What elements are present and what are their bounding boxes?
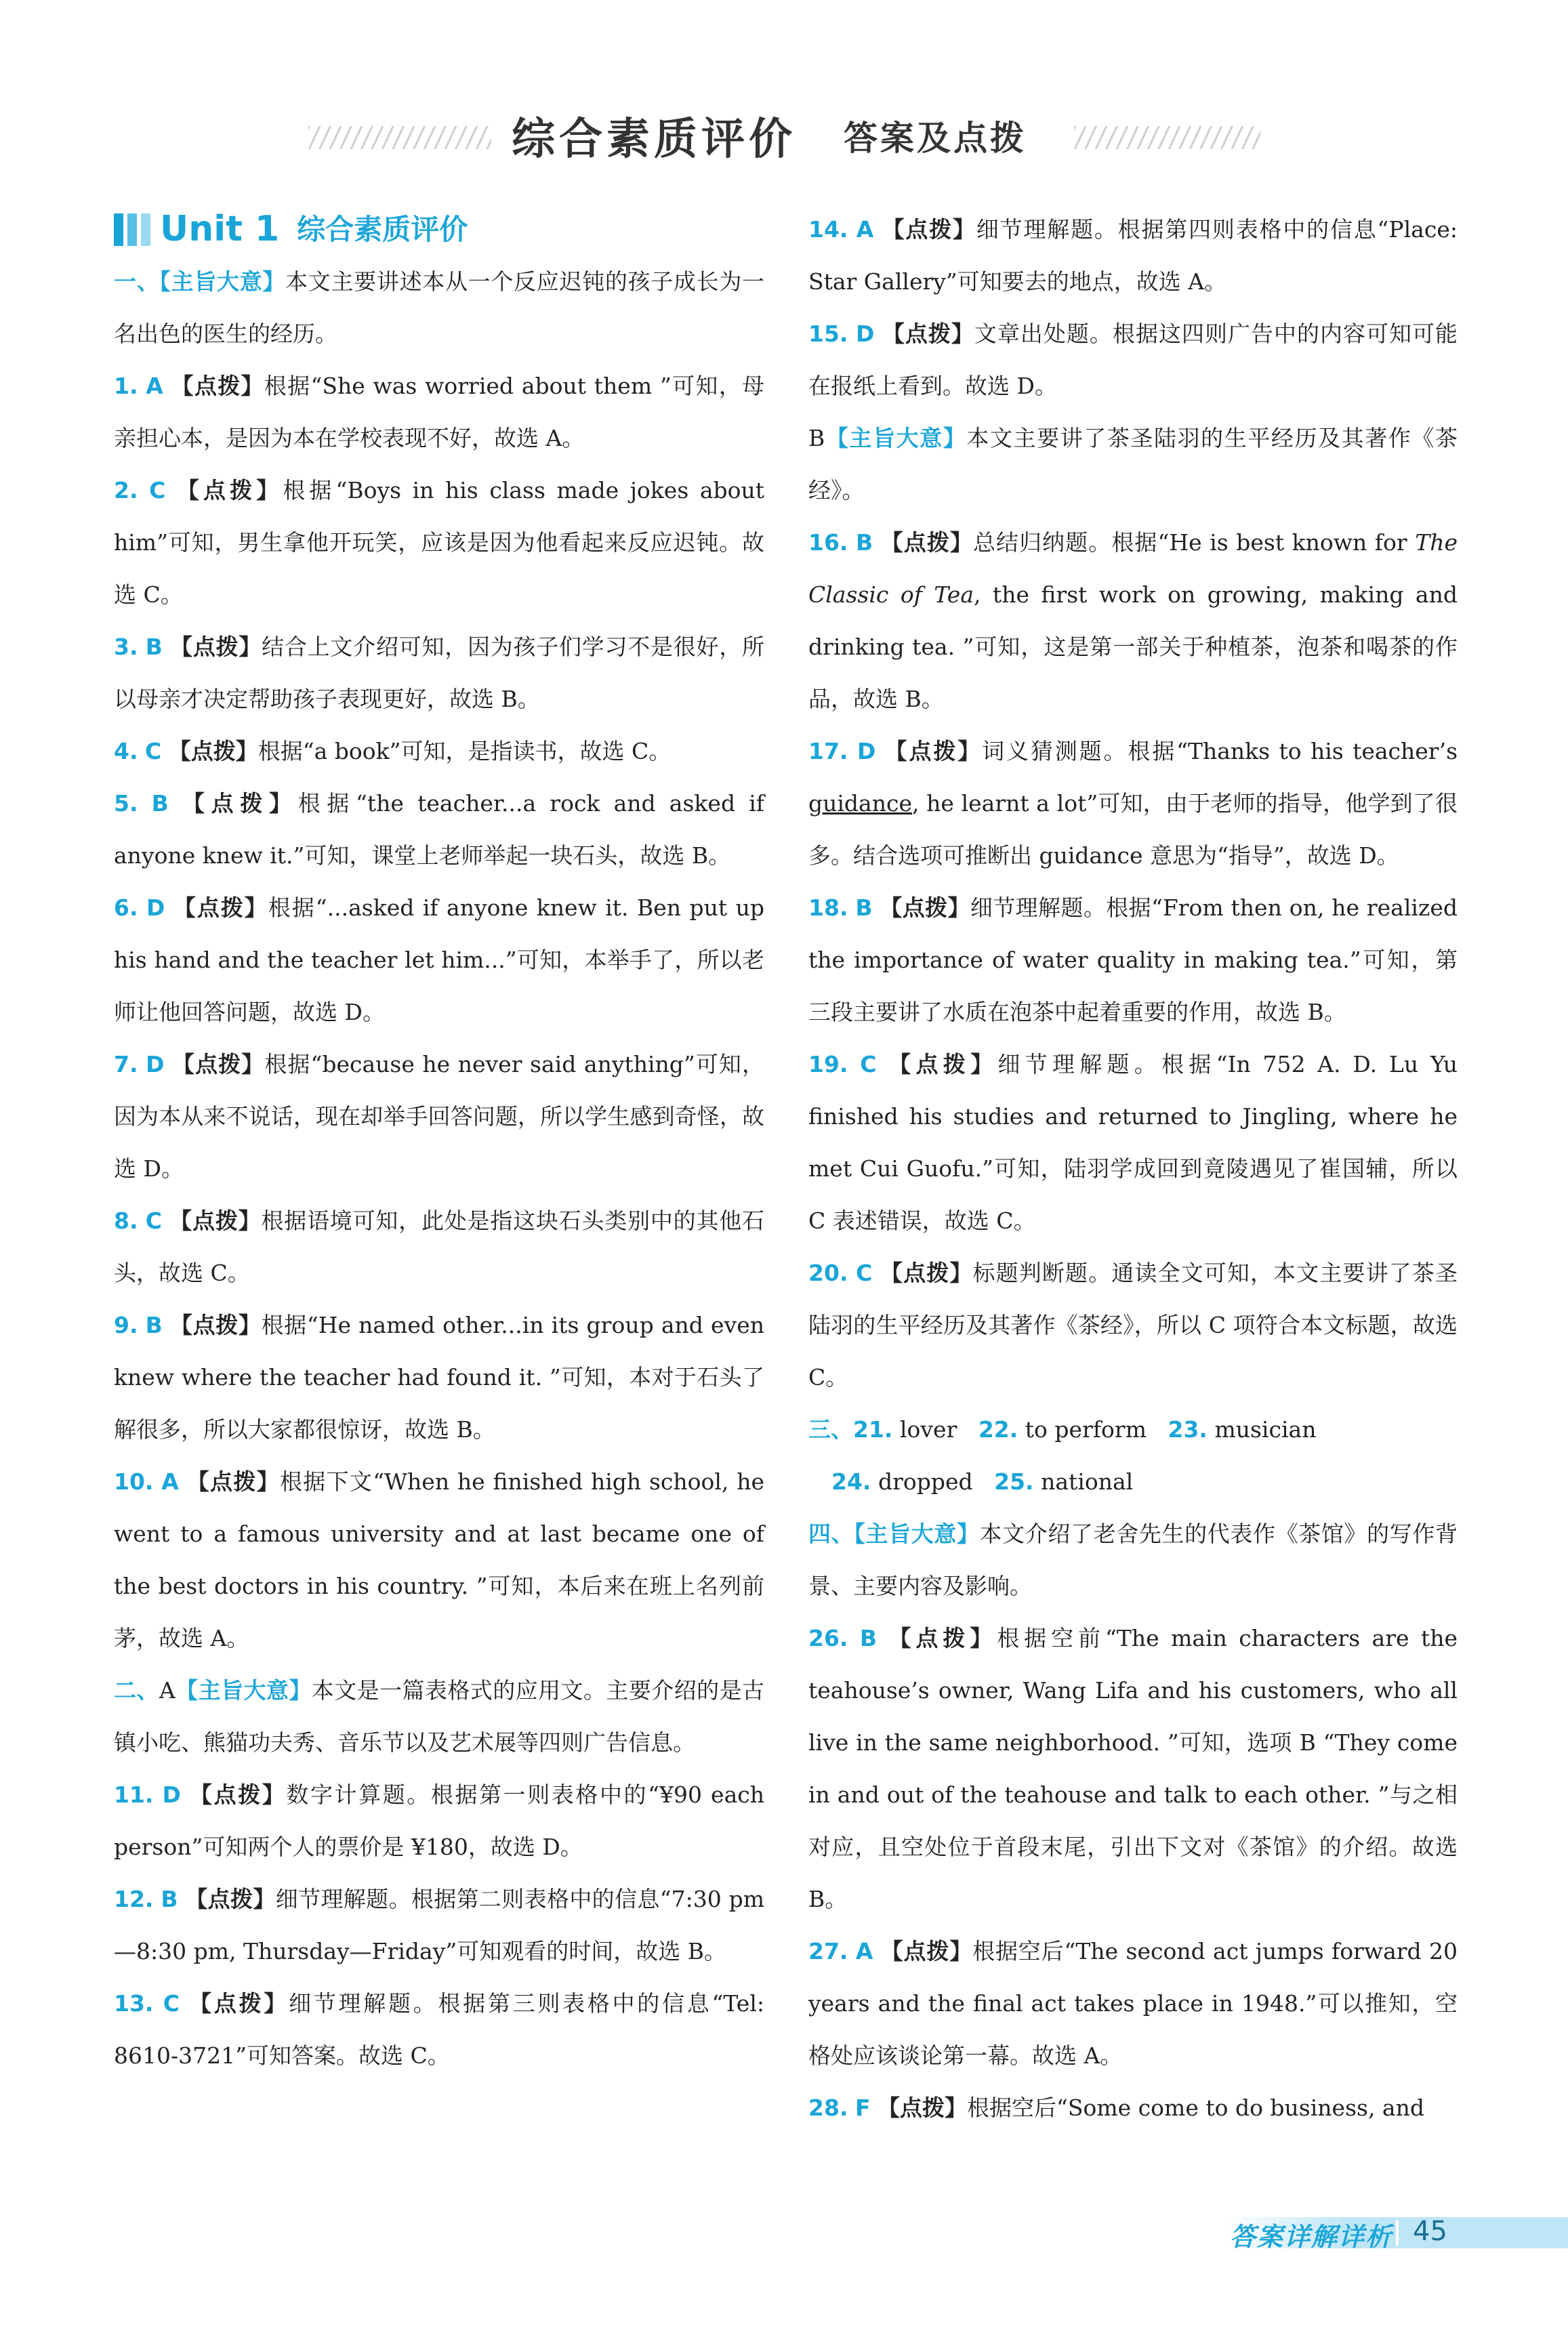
- page-number: 45: [1413, 2216, 1447, 2247]
- section-4-summary: [808, 1508, 1458, 1612]
- question-number: 5.: [114, 790, 138, 817]
- section-label: 二、: [114, 1677, 159, 1704]
- tip-tag: 【点拨】: [185, 1886, 276, 1912]
- answer-letter: C: [856, 1260, 873, 1286]
- question-number: 17.: [808, 738, 848, 764]
- answer-item: [114, 1456, 764, 1664]
- question-number: 26.: [808, 1625, 848, 1651]
- tip-tag: 【点拨】: [880, 894, 970, 921]
- question-number: 7.: [114, 1051, 138, 1077]
- main-idea-tag: 【主旨大意】: [159, 268, 286, 295]
- section-label: 四、: [808, 1521, 854, 1547]
- answer-item: [114, 1873, 764, 1977]
- tip-tag: 【点拨】: [882, 216, 976, 243]
- answer-item: [808, 203, 1458, 308]
- answer-letter: C: [149, 477, 166, 503]
- answer-letter: B: [145, 1312, 163, 1338]
- answer-text: 细节理解题。根据“In 752 A. D. Lu Yu finished his studies and returned to Jingling, where he met Cui Guofu.”可知，陆羽学成回到竟陵遇见了崔国辅，所以 C 表述错误，故选 C。: [808, 1051, 1458, 1234]
- section-label: 一、: [114, 268, 160, 295]
- tip-tag: 【点拨】: [190, 1781, 287, 1808]
- answer-letter: C: [145, 1208, 162, 1234]
- answer-text: 结合上文介绍可知，因为孩子们学习不是很好，所以母亲才决定帮助孩子表现更好，故选 B。: [114, 634, 764, 712]
- section-1-summary: [114, 255, 764, 360]
- answer-text: 根据“the teacher...a rock and asked if anyone knew it.”可知，课堂上老师举起一块石头，故选 B。: [114, 790, 765, 869]
- answer-letter: D: [855, 321, 875, 347]
- answer-letter: B: [161, 1886, 178, 1912]
- question-number: 20.: [808, 1260, 848, 1286]
- unit-heading: [114, 203, 764, 255]
- answer-text: musician: [1214, 1416, 1317, 1443]
- question-number: 6.: [114, 894, 138, 921]
- answer-item: [114, 1769, 764, 1873]
- part-label: A: [159, 1677, 176, 1704]
- answer-item: [808, 1247, 1458, 1403]
- answer-text: 细节理解题。根据“From then on, he realized the importance of water quality in making tea.”可知，第三段主要讲了水质在泡茶中起着重要的作用，故选 B。: [808, 894, 1458, 1025]
- answer-item: [808, 308, 1458, 412]
- question-number: 24.: [831, 1468, 871, 1495]
- answer-text: to perform: [1025, 1416, 1147, 1443]
- answer-text: 根据“a book”可知，是指读书，故选 C。: [257, 738, 672, 764]
- underlined-word: guidance: [808, 790, 912, 817]
- question-number: 12.: [114, 1886, 154, 1912]
- answer-item: [808, 2082, 1458, 2134]
- tip-tag: 【点拨】: [884, 738, 983, 764]
- answer-text: 数字计算题。根据第一则表格中的“¥90 each person”可知两个人的票价是 ¥180，故选 D。: [114, 1781, 764, 1860]
- question-number: 16.: [808, 529, 848, 556]
- question-number: 23.: [1168, 1416, 1208, 1443]
- header-hatch-right: [1074, 126, 1260, 149]
- answer-text: 根据语境可知，此处是指这块石头类别中的其他石头，故选 C。: [114, 1208, 764, 1286]
- left-column: [114, 203, 764, 2082]
- book-title: The Classic of Tea: [808, 529, 1458, 608]
- question-number: 9.: [114, 1312, 138, 1338]
- question-number: 25.: [994, 1468, 1034, 1495]
- section-b-summary: [808, 412, 1458, 516]
- question-number: 18.: [808, 894, 848, 921]
- tip-tag: 【点拨】: [189, 1990, 289, 2017]
- answer-item: [114, 882, 764, 1038]
- summary-text: 本文主要讲述本从一个反应迟钝的孩子成长为一名出色的医生的经历。: [114, 268, 765, 347]
- main-idea-tag: 【主旨大意】: [854, 1521, 980, 1547]
- answer-letter: F: [854, 2095, 871, 2121]
- footer-label: 答案详解详析: [1230, 2222, 1393, 2252]
- answer-text: lover: [899, 1416, 957, 1443]
- answer-text: 根据“He named other...in its group and even knew where the teacher had found it. ”可知，本对于石头了解很多，所以大家都很惊讶，故选 B。: [114, 1312, 764, 1443]
- question-number: 11.: [114, 1781, 154, 1808]
- answer-text: 根据“...asked if anyone knew it. Ben put up his hand and the teacher let him...”可知，本举手了，所以老师让他回答问题，故选 D。: [114, 894, 765, 1025]
- answer-text: , the first work on growing, making and drinking tea. ”可知，这是第一部关于种植茶，泡茶和喝茶的作品，故选 B。: [808, 581, 1458, 712]
- summary-text: 本文主要讲了茶圣陆羽的生平经历及其著作《茶经》。: [808, 425, 1458, 503]
- question-number: 2.: [114, 477, 138, 503]
- tip-tag: 【点拨】: [172, 1051, 265, 1077]
- question-number: 13.: [114, 1990, 154, 2017]
- page-header: [0, 102, 1568, 176]
- answer-text: 根据下文“When he finished high school, he went to a famous university and at last became one of the best doctors in his country. ”可知，本后来在班上名列前茅，故选 A。: [114, 1468, 765, 1651]
- answer-item: [114, 464, 764, 621]
- answer-item: [114, 1195, 764, 1299]
- tip-tag: 【点拨】: [176, 477, 283, 503]
- tip-tag: 【点拨】: [888, 1051, 998, 1077]
- answer-text: 细节理解题。根据第二则表格中的信息“7:30 pm—8:30 pm, Thursday—Friday”可知观看的时间，故选 B。: [114, 1886, 764, 1964]
- tip-tag: 【点拨】: [182, 790, 298, 817]
- answer-letter: D: [162, 1781, 181, 1808]
- answer-text: , he learnt a lot”可知，由于老师的指导，他学到了很多。结合选项可推断出 guidance 意思为“指导”，故选 D。: [808, 790, 1458, 869]
- question-number: 27.: [808, 1938, 848, 1964]
- tip-tag: 【点拨】: [880, 529, 973, 556]
- answer-item: [114, 1038, 764, 1195]
- tip-tag: 【点拨】: [880, 1260, 973, 1286]
- question-number: 15.: [808, 321, 848, 347]
- answer-letter: B: [859, 1625, 878, 1651]
- answer-letter: A: [855, 1938, 873, 1964]
- answer-text: 根据“because he never said anything”可知，因为本从来不说话，现在却举手回答问题，所以学生感到奇怪，故选 D。: [114, 1051, 764, 1182]
- tip-tag: 【点拨】: [878, 2095, 968, 2121]
- answer-item: [114, 1977, 764, 2082]
- answer-letter: B: [856, 529, 873, 556]
- answer-item: [114, 1299, 764, 1456]
- answer-letter: D: [857, 738, 876, 764]
- answer-text: 标题判断题。通读全文可知，本文主要讲了茶圣陆羽的生平经历及其著作《茶经》，所以 C 项符合本文标题，故选 C。: [808, 1260, 1458, 1390]
- answer-letter: D: [146, 894, 165, 921]
- answer-letter: C: [860, 1051, 877, 1077]
- tip-tag: 【点拨】: [882, 321, 974, 347]
- answer-item: [808, 1925, 1458, 2082]
- section-label: 三、: [808, 1416, 853, 1443]
- right-column: [808, 203, 1458, 2134]
- section-3-answers-cont: [808, 1456, 1458, 1508]
- summary-text: 本文是一篇表格式的应用文。主要介绍的是古镇小吃、熊猫功夫秀、音乐节以及艺术展等四则广告信息。: [114, 1677, 765, 1756]
- answer-letter: C: [145, 738, 162, 764]
- page-subtitle: 答案及点拨: [844, 119, 1027, 158]
- tip-tag: 【点拨】: [169, 1208, 262, 1234]
- answer-text: 根据“She was worried about them ”可知，母亲担心本，是因为本在学校表现不好，故选 A。: [114, 373, 765, 451]
- footer-divider: [1396, 2220, 1399, 2246]
- question-number: 10.: [114, 1468, 154, 1495]
- answer-item: [114, 725, 764, 777]
- answer-letter: A: [856, 216, 874, 243]
- answer-text: dropped: [878, 1468, 973, 1495]
- answer-item: [114, 360, 764, 464]
- answer-item: [808, 516, 1458, 725]
- answer-letter: A: [161, 1468, 179, 1495]
- tip-tag: 【点拨】: [168, 738, 258, 764]
- summary-text: 本文介绍了老舍先生的代表作《茶馆》的写作背景、主要内容及影响。: [808, 1521, 1458, 1599]
- question-number: 1.: [114, 373, 138, 399]
- answer-item: [808, 882, 1458, 1038]
- section-3-answers: [808, 1403, 1458, 1456]
- unit-subtitle: 综合素质评价: [297, 213, 468, 246]
- answer-text: 根据空前“The main characters are the teahouse’s owner, Wang Lifa and his customers, who all live in the same neighborhood. ”可知，选项 B “They come in and out of the teahouse and talk to each other. ”与之相对应，且空处位于首段末尾，引出下文对《茶馆》的介绍。故选 B。: [808, 1625, 1458, 1912]
- answer-text: 根据空后“Some come to do business, and: [967, 2095, 1424, 2121]
- page-title: 综合素质评价: [512, 115, 796, 165]
- tip-tag: 【点拨】: [888, 1625, 997, 1651]
- question-number: 21.: [853, 1416, 893, 1443]
- question-number: 19.: [808, 1051, 848, 1077]
- answer-letter: D: [146, 1051, 165, 1077]
- answer-text: 总结归纳题。根据“He is best known for: [973, 529, 1416, 556]
- tip-tag: 【点拨】: [186, 1468, 280, 1495]
- answer-text: 根据空后“The second act jumps forward 20 years and the final act takes place in 1948.”可以推知，空格处应该谈论第一幕。故选 A。: [808, 1938, 1458, 2069]
- tip-tag: 【点拨】: [171, 373, 264, 399]
- part-label: B: [808, 425, 825, 451]
- question-number: 3.: [114, 634, 138, 660]
- unit-bars-icon: [114, 213, 150, 246]
- answer-letter: B: [145, 634, 163, 660]
- answer-item: [808, 725, 1458, 882]
- answer-text: 细节理解题。根据第四则表格中的信息“Place: Star Gallery”可知要去的地点，故选 A。: [808, 216, 1458, 295]
- question-number: 8.: [114, 1208, 138, 1234]
- answer-text: 文章出处题。根据这四则广告中的内容可知可能在报纸上看到。故选 D。: [808, 321, 1458, 399]
- answer-item: [114, 621, 764, 725]
- answer-text: national: [1041, 1468, 1134, 1495]
- answer-item: [808, 1038, 1458, 1247]
- unit-name: Unit 1: [160, 209, 280, 249]
- tip-tag: 【点拨】: [880, 1938, 973, 1964]
- main-idea-tag: 【主旨大意】: [825, 425, 967, 451]
- main-idea-tag: 【主旨大意】: [175, 1677, 312, 1704]
- answer-letter: A: [146, 373, 163, 399]
- header-hatch-left: [308, 126, 491, 149]
- answer-letter: C: [163, 1990, 180, 2017]
- question-number: 4.: [114, 738, 138, 764]
- answer-item: [808, 1612, 1458, 1925]
- tip-tag: 【点拨】: [173, 894, 268, 921]
- answer-item: [114, 777, 764, 882]
- answer-letter: B: [855, 894, 873, 921]
- answer-text: 细节理解题。根据第三则表格中的信息“Tel: 8610-3721”可知答案。故选 C。: [114, 1990, 765, 2069]
- answer-text: 根据“Boys in his class made jokes about him”可知，男生拿他开玩笑，应该是因为他看起来反应迟钝。故选 C。: [114, 477, 765, 608]
- tip-tag: 【点拨】: [170, 634, 262, 660]
- answer-text: 词义猜测题。根据“Thanks to his teacher’s: [982, 738, 1458, 764]
- question-number: 14.: [808, 216, 848, 243]
- section-2-summary: [114, 1664, 764, 1769]
- question-number: 22.: [978, 1416, 1018, 1443]
- tip-tag: 【点拨】: [169, 1312, 262, 1338]
- answer-letter: B: [151, 790, 169, 817]
- question-number: 28.: [808, 2095, 848, 2121]
